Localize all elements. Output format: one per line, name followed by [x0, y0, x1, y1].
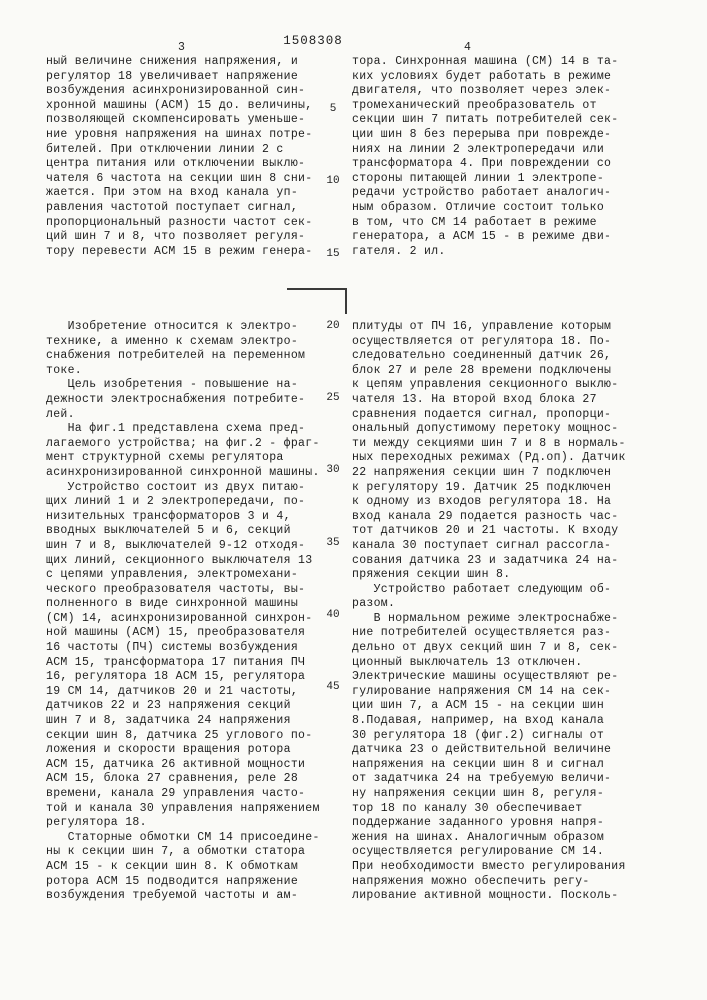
- right-column-main-block: [352, 320, 648, 904]
- text-line: с цепями управления, электромехани-: [46, 568, 299, 582]
- text-line: редачи устройство работает аналогич-: [352, 186, 612, 200]
- margin-line-number: 35: [326, 536, 340, 549]
- text-line: канала 30 поступает сигнал рассогла-: [352, 538, 612, 552]
- text-line: ти между секциями шин 7 и 8 в нормаль-: [352, 436, 626, 450]
- text-line: шин 7 и 8, задатчика 24 напряжения: [46, 714, 291, 728]
- text-line: ние уровня напряжения на шинах потре-: [46, 127, 313, 141]
- text-line: ниях на линии 2 электропередачи или: [352, 142, 605, 156]
- section-divider-tick: [345, 288, 347, 314]
- text-line: АСМ 15, блока 27 сравнения, реле 28: [46, 772, 299, 786]
- text-line: ции шин 7, а АСМ 15 - на секции шин: [352, 699, 605, 713]
- text-line: секции шин 8, датчика 25 углового по-: [46, 728, 313, 742]
- text-line: возбуждения асинхронизированной син-: [46, 84, 306, 98]
- text-line: позволяющей скомпенсировать уменьше-: [46, 113, 306, 127]
- text-line: той и канала 30 управления напряжением: [46, 801, 320, 815]
- margin-line-number: 25: [326, 392, 340, 404]
- text-line: дежности электроснабжения потребите-: [46, 392, 306, 406]
- text-line: регулятора 18.: [46, 816, 147, 830]
- text-line: лагаемого устройства; на фиг.2 - фраг-: [46, 436, 320, 450]
- text-line: тор 18 по каналу 30 обеспечивает: [352, 801, 583, 815]
- text-line: ным образом. Отличие состоит только: [352, 200, 605, 214]
- text-line: дельно от двух секций шин 7 и 8, сек-: [352, 641, 619, 655]
- text-line: сравнения подается сигнал, пропорци-: [352, 407, 612, 421]
- text-line: низительных трансформаторов 3 и 4,: [46, 509, 291, 523]
- text-line: 30 регулятора 18 (фиг.2) сигналы от: [352, 728, 605, 742]
- text-line: датчиков 22 и 23 напряжения секций: [46, 699, 291, 713]
- text-line: чателя 6 частота на секции шин 8 сни-: [46, 171, 313, 185]
- text-line: ных переходных режимах (Рд.оп). Датчик: [352, 451, 626, 465]
- text-line: бителей. При отключении линии 2 с: [46, 142, 284, 156]
- text-line: времени, канала 29 управления часто-: [46, 787, 306, 800]
- text-line: вход канала 29 подается разность час-: [352, 509, 619, 523]
- text-line: щих линий, секционного выключателя 13: [46, 553, 313, 567]
- text-line: напряжения можно обеспечить регу-: [352, 874, 590, 888]
- text-line: 8.Подавая, например, на вход канала: [352, 714, 605, 728]
- text-line: к цепям управления секционного выклю-: [352, 378, 619, 392]
- text-line: Устройство состоит из двух питаю-: [46, 480, 306, 494]
- text-line: напряжения на секции шин 8 и сигнал: [352, 757, 605, 771]
- text-line: 16 частоты (ПЧ) системы возбуждения: [46, 641, 299, 655]
- text-line: тора. Синхронная машина (СМ) 14 в та-: [352, 55, 619, 68]
- patent-number: 1508308: [283, 34, 343, 48]
- margin-line-number: 15: [326, 247, 340, 260]
- text-line: тромеханический преобразователь от: [352, 98, 597, 112]
- text-line: от задатчика 24 на требуемую величи-: [352, 772, 612, 786]
- text-line: разом.: [352, 597, 396, 611]
- text-line: ротора АСМ 15 подводится напряжение: [46, 874, 299, 888]
- margin-line-number: 10: [326, 175, 340, 188]
- text-line: 22 напряжения секции шин 7 подключен: [352, 465, 612, 479]
- text-line: щих линий 1 и 2 электропередачи, по-: [46, 495, 306, 509]
- text-line: (СМ) 14, асинхронизированной синхрон-: [46, 611, 313, 625]
- text-line: ких условиях будет работать в режиме: [352, 69, 612, 83]
- text-line: следовательно соединенный датчик 26,: [352, 349, 612, 363]
- text-line: возбуждения требуемой частоты и ам-: [46, 889, 299, 903]
- text-line: ние потребителей осуществляется раз-: [352, 626, 612, 640]
- text-line: В нормальном режиме электроснабже-: [352, 611, 619, 625]
- text-line: ональный допустимому перетоку мощнос-: [352, 422, 619, 436]
- text-line: чателя 13. На второй вход блока 27: [352, 392, 597, 406]
- text-line: 16, регулятора 18 АСМ 15, регулятора: [46, 670, 306, 684]
- text-line: пропорциональный разности частот сек-: [46, 215, 313, 229]
- text-line: сования датчика 23 и задатчика 24 на-: [352, 553, 619, 567]
- text-line: блок 27 и реле 28 времени подключены: [352, 363, 612, 377]
- left-column-main-block: [46, 320, 342, 904]
- section-divider-line: [287, 288, 346, 290]
- text-line: плитуды от ПЧ 16, управление которым: [352, 320, 612, 333]
- text-line: асинхронизированной синхронной машины.: [46, 465, 320, 479]
- text-line: Статорные обмотки СМ 14 присоедине-: [46, 830, 320, 844]
- text-line: вводных выключателей 5 и 6, секций: [46, 524, 291, 538]
- text-line: осуществляется регулирование СМ 14.: [352, 845, 605, 859]
- text-line: На фиг.1 представлена схема пред-: [46, 422, 306, 436]
- text-line: полненного в виде синхронной машины: [46, 597, 299, 611]
- text-line: 19 СМ 14, датчиков 20 и 21 частоты,: [46, 684, 299, 698]
- text-line: ции шин 8 без перерыва при поврежде-: [352, 127, 612, 141]
- text-line: стороны питающей линии 1 электропе-: [352, 171, 605, 185]
- text-line: равления частотой поступает сигнал,: [46, 200, 299, 214]
- text-line: гателя. 2 ил.: [352, 244, 446, 258]
- text-line: Устройство работает следующим об-: [352, 582, 612, 596]
- text-line: лирование активной мощности. Посколь-: [352, 889, 619, 903]
- text-line: трансформатора 4. При повреждении со: [352, 157, 612, 171]
- text-line: к регулятору 19. Датчик 25 подключен: [352, 480, 612, 494]
- text-line: лей.: [46, 407, 75, 421]
- text-line: АСМ 15, датчика 26 активной мощности: [46, 757, 306, 771]
- text-line: ционный выключатель 13 отключен.: [352, 655, 583, 669]
- text-line: регулятор 18 увеличивает напряжение: [46, 69, 299, 83]
- text-line: поддержание заданного уровня напря-: [352, 816, 605, 830]
- text-line: снабжения потребителей на переменном: [46, 349, 306, 363]
- text-line: шин 7 и 8, выключателей 9-12 отходя-: [46, 538, 306, 552]
- text-line: пряжения секции шин 8.: [352, 568, 511, 582]
- text-line: двигателя, что позволяет через элек-: [352, 84, 612, 98]
- text-line: хронной машины (АСМ) 15 до. величины,: [46, 98, 313, 112]
- text-line: к одному из входов регулятора 18. На: [352, 495, 612, 509]
- text-line: ной машины (АСМ) 15, преобразователя: [46, 626, 306, 640]
- right-column-top-block: [352, 55, 648, 259]
- text-line: АСМ 15, трансформатора 17 питания ПЧ: [46, 655, 306, 669]
- text-line: тот датчиков 20 и 21 частоты. К входу: [352, 524, 619, 538]
- text-line: в том, что СМ 14 работает в режиме: [352, 215, 597, 229]
- margin-line-number: 30: [326, 464, 340, 477]
- page-number-right: 4: [464, 41, 471, 54]
- text-line: Электрические машины осуществляют ре-: [352, 670, 619, 684]
- text-line: центра питания или отключении выклю-: [46, 157, 306, 171]
- text-line: При необходимости вместо регулирования: [352, 859, 626, 873]
- text-line: токе.: [46, 363, 83, 377]
- line-number-gutter: [320, 0, 346, 1000]
- margin-line-number: 5: [329, 103, 337, 115]
- text-line: жения на шинах. Аналогичным образом: [352, 830, 605, 844]
- text-line: генератора, а АСМ 15 - в режиме дви-: [352, 230, 612, 244]
- text-line: АСМ 15 - к секции шин 8. К обмоткам: [46, 859, 299, 873]
- text-line: мент структурной схемы регулятора: [46, 451, 284, 465]
- text-line: ну напряжения секции шин 8, регуля-: [352, 787, 605, 800]
- text-line: ный величине снижения напряжения, и: [46, 55, 299, 68]
- text-line: осуществляется от регулятора 18. По-: [352, 334, 612, 348]
- text-line: ны к секции шин 7, а обмотки статора: [46, 845, 306, 859]
- text-line: секции шин 7 питать потребителей сек-: [352, 113, 619, 127]
- text-line: ческого преобразователя частоты, вы-: [46, 582, 306, 596]
- margin-line-number: 20: [326, 319, 340, 332]
- text-line: тору перевести АСМ 15 в режим генера-: [46, 244, 313, 258]
- text-line: датчика 23 о действительной величине: [352, 743, 612, 757]
- text-line: технике, а именно к схемам электро-: [46, 334, 299, 348]
- text-line: Цель изобретения - повышение на-: [46, 378, 299, 392]
- text-line: Изобретение относится к электро-: [46, 320, 299, 333]
- margin-line-number: 40: [326, 608, 340, 621]
- text-line: ций шин 7 и 8, что позволяет регуля-: [46, 230, 306, 244]
- text-line: гулирование напряжения СМ 14 на сек-: [352, 684, 612, 698]
- text-line: ложения и скорости вращения ротора: [46, 743, 291, 757]
- page-number-left: 3: [178, 41, 185, 54]
- left-column-top-block: [46, 55, 342, 259]
- text-line: жается. При этом на вход канала уп-: [46, 186, 299, 200]
- margin-line-number: 45: [326, 681, 340, 693]
